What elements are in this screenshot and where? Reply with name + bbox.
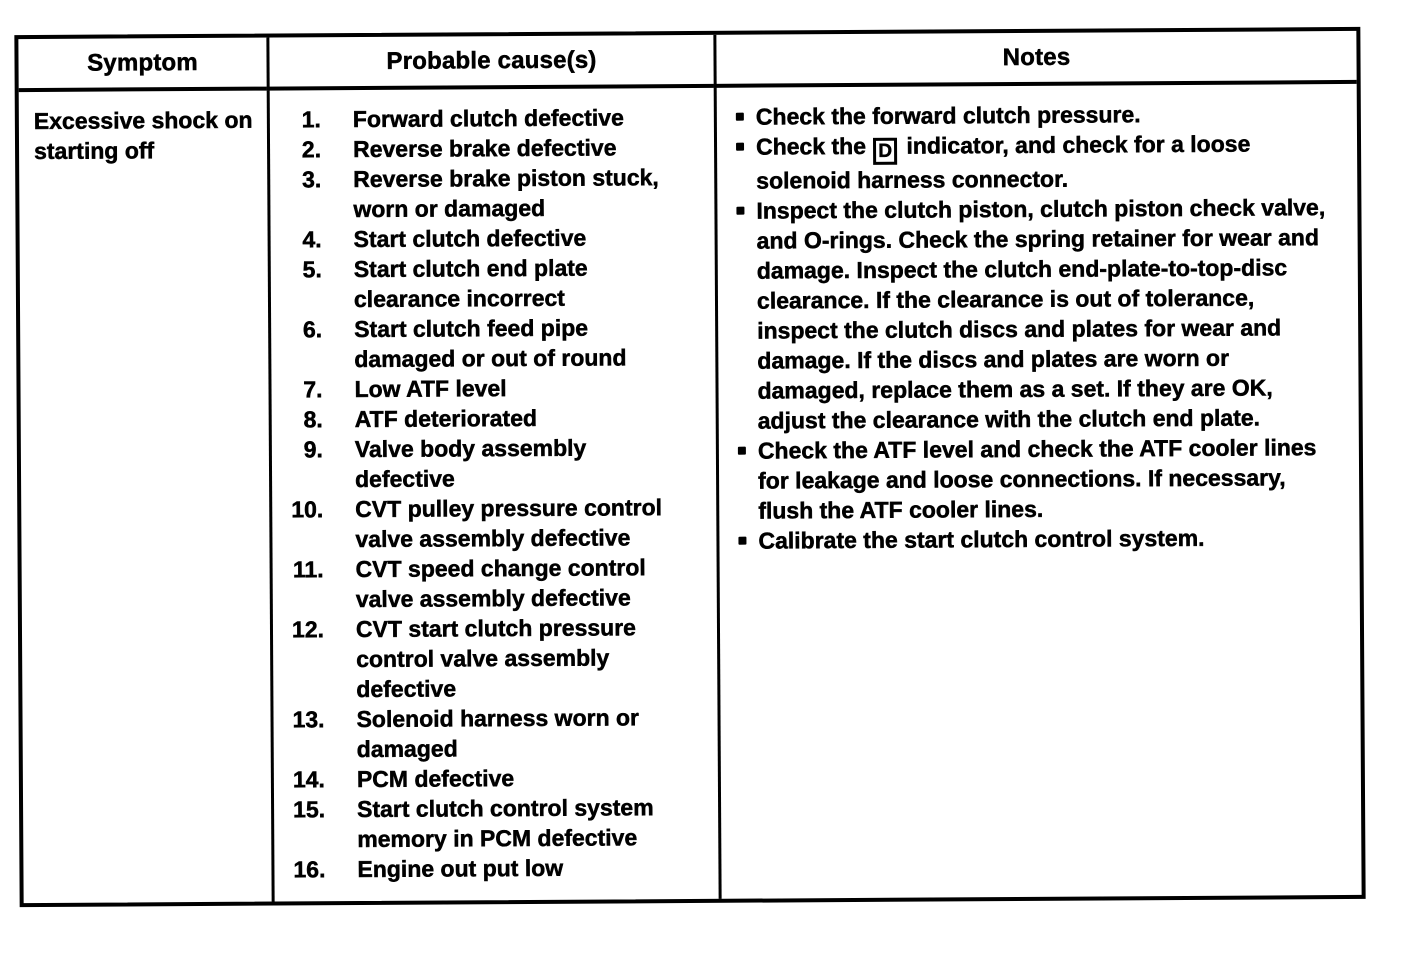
note-text <box>756 192 1326 435</box>
cause-number: 10. <box>291 496 324 523</box>
cause-text-line: Start clutch end plate <box>353 254 588 283</box>
cause-number: 15. <box>293 796 326 823</box>
cause-text-line: valve assembly defective <box>355 584 631 613</box>
note-item <box>738 432 1354 526</box>
header-probable-causes-label: Probable cause(s) <box>386 46 597 75</box>
cause-number: 5. <box>302 256 322 283</box>
cause-item <box>271 312 715 375</box>
cause-text-line: CVT start clutch pressure <box>355 614 636 643</box>
cause-number: 13. <box>292 706 325 733</box>
cause-text <box>356 702 639 764</box>
cause-number: 6. <box>302 316 323 343</box>
cause-number: 14. <box>292 766 325 793</box>
cause-text <box>355 403 538 434</box>
cause-number: 16. <box>293 856 326 883</box>
cause-text-line: CVT speed change control <box>355 554 646 583</box>
cause-text-line: control valve assembly <box>356 644 610 673</box>
cause-text <box>356 612 636 704</box>
cause-item <box>274 792 718 855</box>
cause-text <box>357 763 514 794</box>
cause-text-line: ATF deteriorated <box>354 404 538 433</box>
bullet-icon <box>738 537 746 545</box>
cause-item <box>274 762 718 795</box>
cause-number: 1. <box>301 106 321 133</box>
cause-text-line: Reverse brake defective <box>352 134 617 163</box>
header-symptom-label: Symptom <box>87 48 198 77</box>
cause-text-line: defective <box>354 465 455 493</box>
bullet-icon <box>738 447 746 455</box>
cause-text <box>354 373 506 404</box>
cause-text <box>353 162 659 224</box>
cause-item <box>270 132 714 165</box>
cause-number: 7. <box>303 376 323 403</box>
cause-text-line: damaged or out of round <box>354 344 627 373</box>
cause-item <box>273 702 717 765</box>
symptom-text-line: Excessive shock on <box>33 106 253 135</box>
note-text-line: and O-rings. Check the spring retainer for wear and <box>756 224 1320 254</box>
cause-text-line: Reverse brake piston stuck, <box>353 164 659 193</box>
cause-text-line: Start clutch defective <box>353 224 587 253</box>
cause-text-line: Forward clutch defective <box>352 104 624 133</box>
cause-text <box>355 492 662 554</box>
cause-number: 4. <box>302 226 322 253</box>
cause-item <box>270 162 714 225</box>
note-text <box>756 129 1251 196</box>
symptom-text-line: starting off <box>33 137 155 165</box>
cause-text-line: damaged <box>356 735 458 763</box>
note-text-line: Calibrate the start clutch control system. <box>758 524 1205 554</box>
cause-text-line: Start clutch control system <box>357 794 654 823</box>
cause-text-line: Low ATF level <box>354 375 507 403</box>
cause-text <box>353 102 624 134</box>
cause-text-line: CVT pulley pressure control <box>355 494 663 523</box>
cause-item <box>271 222 715 255</box>
note-item <box>736 192 1352 436</box>
note-text-line: Inspect the clutch piston, clutch piston check valve, <box>756 194 1326 224</box>
header-symptom <box>18 38 266 93</box>
note-text-line: for leakage and loose connections. If necessary, <box>758 464 1286 494</box>
cause-text <box>357 853 563 884</box>
cause-number: 9. <box>303 436 323 463</box>
note-text-line: Check the forward clutch pressure. <box>755 101 1141 130</box>
cause-item <box>271 372 715 405</box>
cause-text-line: worn or damaged <box>353 194 546 223</box>
note-text-line: solenoid harness connector. <box>756 165 1069 194</box>
cause-text <box>354 253 588 314</box>
header-probable-causes <box>266 35 713 91</box>
cause-text <box>356 552 646 614</box>
cause-item <box>273 612 718 705</box>
note-text-line: damage. If the discs and plates are worn or <box>757 344 1230 374</box>
cause-text-line: valve assembly defective <box>355 524 631 553</box>
note-item <box>736 98 1351 132</box>
cause-number: 2. <box>301 136 322 163</box>
note-text-line: clearance. If the clearance is out of tolerance, <box>756 284 1255 314</box>
cause-text-line: Valve body assembly <box>354 434 587 463</box>
note-text-line: Check the ATF level and check the ATF cooler lines <box>757 434 1317 464</box>
bullet-icon <box>736 113 744 121</box>
cause-text-line: Start clutch feed pipe <box>354 314 589 343</box>
cause-item <box>274 852 718 885</box>
cause-text-line: PCM defective <box>356 765 515 793</box>
note-text <box>758 432 1317 525</box>
troubleshooting-table <box>14 27 1365 907</box>
cause-item <box>273 552 717 615</box>
cause-text-line: Solenoid harness worn or <box>356 704 640 733</box>
cause-number: 8. <box>303 406 323 433</box>
note-item <box>736 128 1351 196</box>
cause-text <box>355 433 587 494</box>
cause-item <box>272 492 716 555</box>
note-text-line: damaged, replace them as a set. If they are OK, <box>757 374 1273 404</box>
boxed-d-indicator: D <box>873 138 897 165</box>
cause-number: 3. <box>301 166 322 193</box>
cause-text <box>354 312 627 374</box>
note-item <box>738 522 1353 556</box>
note-text <box>756 99 1141 131</box>
symptom-cell <box>19 91 272 903</box>
cause-item <box>272 402 716 435</box>
cause-text <box>353 132 617 164</box>
cause-item <box>272 432 716 495</box>
note-text <box>758 523 1204 556</box>
cause-item <box>270 102 714 135</box>
cause-text <box>357 792 654 854</box>
bullet-icon <box>736 207 744 215</box>
note-text-line: adjust the clearance with the clutch end plate. <box>757 404 1261 434</box>
cause-number: 12. <box>291 616 325 643</box>
cause-item <box>271 252 715 315</box>
cause-text-line: defective <box>356 675 457 703</box>
bullet-icon <box>736 143 744 151</box>
note-text-line: inspect the clutch discs and plates for wear and <box>757 314 1282 344</box>
cause-text-line: memory in PCM defective <box>357 824 638 853</box>
header-notes-label: Notes <box>1002 43 1071 71</box>
cause-text-line: clearance incorrect <box>353 284 565 313</box>
note-text-line: flush the ATF cooler lines. <box>758 495 1044 524</box>
notes-list <box>714 84 1362 899</box>
cause-text-line: Engine out put low <box>357 854 564 883</box>
header-notes <box>713 31 1356 88</box>
note-text-line: Check the D indicator, and check for a loose <box>756 129 1250 166</box>
cause-text <box>354 223 587 254</box>
note-text-line: damage. Inspect the clutch end-plate-to-top-disc <box>756 254 1288 284</box>
probable-causes-list <box>267 88 719 902</box>
cause-number: 11. <box>292 556 324 583</box>
